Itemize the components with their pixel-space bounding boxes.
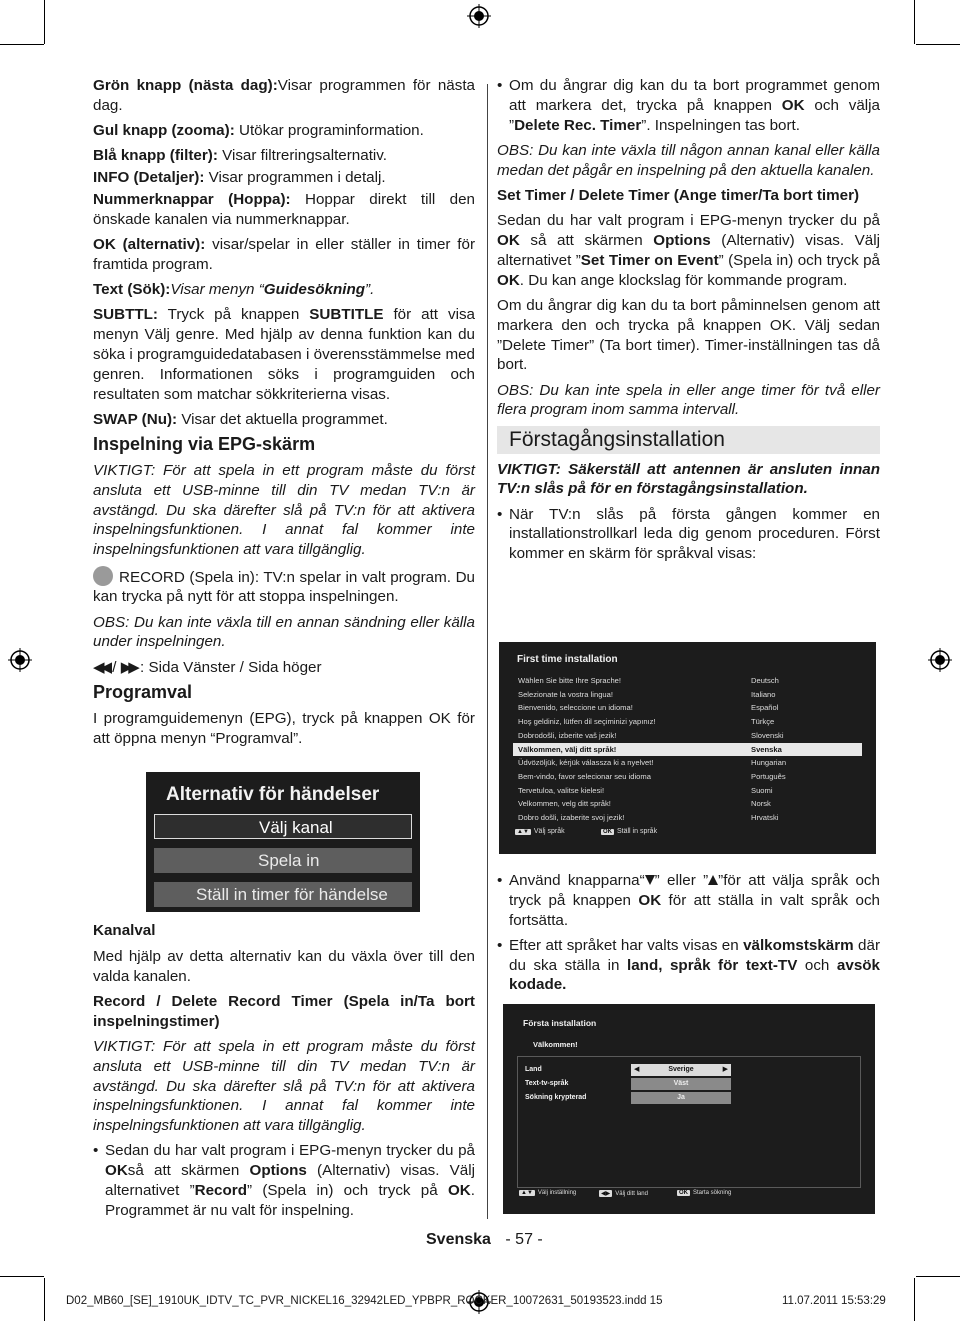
setting-label: Land [525,1066,542,1073]
language-name: Svenska [751,744,782,754]
yellow-key-desc: Utökar programinformation. [234,122,424,140]
footer-language: Svenska [426,1231,491,1248]
crop-mark [0,44,44,45]
text-search-paragraph [93,280,475,300]
language-name: Suomi [751,785,773,795]
up-arrow-icon [708,875,718,885]
recording-important: VIKTIGT: För att spela in ett program måste du först ansluta ett USB-minne till din TV medan TV:n är avstängd. Du ska därefter slå på TV:n för att aktivera inspelningsfunktionen. I annat fal kommer inte inspelningsfunktionen att vara tillgänglig. [93,462,475,559]
info-desc: Visar programmen i detalj. [204,169,386,187]
obs-switch-note: OBS: Du kan inte växla till en annan sändning eller källa under inspelningen. [93,613,475,651]
blue-key-label: Blå knapp (filter): [93,147,218,165]
bullet-text: . Programmet är nu valt för inspelning. [105,1182,475,1219]
language-option[interactable] [513,811,862,825]
green-key-desc: Visar programmen för nästa dag. [93,77,475,114]
welcome-bullet [497,936,880,995]
options-screen [146,772,420,912]
subttl-bold: SUBTITLE [309,306,384,324]
first-install-important: VIKTIGT: Säkerställ att antennen är ansluten innan TV:n slås på för en förstagångsinstallation. [497,460,880,498]
left-column-lower [93,921,475,1226]
bullet-bold: avsök kodade. [509,956,880,994]
arrows-key-icon: ▲▼ [521,1190,533,1196]
options-screen-title: Alternativ för händelser [166,784,380,805]
language-option[interactable] [513,729,862,743]
set-timer-event: Set Timer on Event [580,251,719,269]
welcome-screen [503,1004,875,1214]
menu-item-select-channel[interactable] [154,814,412,839]
first-install-heading: Förstagångsinstallation [497,426,880,454]
rewind-icon: ◀◀ [93,658,109,676]
swap-paragraph [93,410,475,430]
bullet-text: ”. Inspelningen tas bort. [641,116,800,134]
set-timer-ok: OK [497,271,520,289]
language-greeting: Hoş geldiniz, lütfen dil seçiminizi yapınız! [518,717,656,727]
bullet-text: och [797,956,837,974]
menu-item-label: Ställ in timer för händelse [196,885,388,904]
bullet-delete-rec: Delete Rec. Timer [514,116,642,134]
hint-select-country [599,1190,648,1197]
number-keys-desc: Hoppar direkt till den önskade kanalen via nummerknappar. [93,190,475,228]
subttl-paragraph [93,305,475,404]
right-arrow-icon: ▶ [722,1066,728,1073]
bullet-text: (Alternativ) visas. Välj alternativet ” [105,1162,475,1200]
ok-desc: visar/spelar in eller ställer in timer för framtida program. [93,236,476,273]
language-option[interactable] [513,701,862,715]
registration-mark-icon [928,648,952,672]
bullet-text: Sedan du har valt program i EPG-menyn trycker du på [105,1142,475,1160]
language-option[interactable] [513,743,862,757]
number-keys-paragraph [93,190,475,230]
set-timer-text: så att skärmen [519,232,654,250]
bullet-text: ” eller ” [654,872,709,889]
ok-label: OK (alternativ): [93,236,206,254]
teletext-value-box[interactable] [631,1078,731,1090]
bullet-text: ” (Spela in) och tryck på [246,1182,448,1200]
page-nav-paragraph [93,658,475,678]
bullet-bold: välkomstskärm [743,936,854,954]
hint-label: Starta sökning [693,1190,732,1196]
green-key-paragraph [93,76,475,116]
crop-mark [44,1278,45,1321]
select-record-bullet [93,1141,475,1220]
language-name: Hungarian [751,758,787,768]
language-name: Slovenski [751,730,784,740]
obs-timer-note: OBS: Du kan inte spela in eller ange timer för två eller flera program inom samma intervall. [497,381,880,419]
welcome-screen-subtitle: Välkommen! [533,1040,578,1049]
setting-value: Ja [677,1094,685,1101]
hint-select-language [515,828,565,835]
text-search-bold: Guidesökning [263,281,366,299]
hint-label: Välj inställning [537,1190,577,1196]
country-value-box[interactable] [631,1064,731,1076]
language-name: Türkçe [751,717,775,727]
menu-item-label: Spela in [258,851,320,870]
ok-paragraph [93,235,475,275]
crop-mark [44,0,45,44]
bullet-options: Options [249,1162,307,1180]
left-arrow-icon: ◀ [634,1066,640,1073]
language-option[interactable] [513,715,862,729]
language-name: Norsk [751,799,771,809]
yellow-key-paragraph [93,121,475,141]
hint-label: Ställ in språk [617,828,658,835]
language-greeting: Dobro došli, izaberite svoj jezik! [518,813,625,822]
record-desc: RECORD (Spela in): TV:n spelar in valt program. Du kan trycka på nytt för att stoppa inspelningen. [93,568,475,606]
hint-set-language [601,828,657,835]
cancel-record-bullet [497,76,880,135]
ok-key-icon: OK [603,829,612,835]
bullet-ok: OK [638,891,662,909]
first-install-bullet: • När TV:n slås på första gången kommer en installationstrollkarl leda dig genom proceduren. Först kommer en skärm för språkval visas: [497,505,880,564]
crop-mark [916,44,960,45]
menu-item-set-timer[interactable] [154,882,412,907]
menu-item-record[interactable] [154,848,412,873]
setting-label: Text-tv-språk [525,1080,569,1087]
set-timer-paragraph [497,211,880,290]
text-search-end: ”. [365,281,375,299]
blue-key-paragraph [93,146,475,166]
print-date: 11.07.2011 15:53:29 [782,1295,886,1307]
language-name: Hrvatski [751,813,779,822]
right-column [497,76,880,570]
subttl-desc-rest: för att visa menyn Välj genre. Med hjälp av denna funktion kan du söka i programguidedatabasen i överensstämmelse med genren. Informationen söks i programguiden och resultaten som matchar sökkriterierna visas. [93,306,475,403]
record-timer-heading: Record / Delete Record Timer (Spela in/Ta bort inspelningstimer) [93,992,475,1030]
set-timer-text: . Du kan ange klockslag för kommande program. [519,271,848,289]
set-timer-options: Options [653,232,711,250]
language-greeting: Dobrodošli, izberite vaš jezik! [518,730,617,740]
text-search-label: Text (Sök): [93,281,171,299]
recording-heading: Inspelning via EPG-skärm [93,434,316,455]
channel-select-desc: Med hjälp av detta alternativ kan du växla över till den valda kanalen. [93,947,475,985]
scan-value-box[interactable] [631,1092,731,1104]
setting-label: Sökning krypterad [525,1094,587,1101]
page-footer [426,1231,543,1249]
hint-label: Välj ditt land [615,1191,648,1197]
language-option[interactable] [513,770,862,784]
bullet-ok: OK [781,96,805,114]
program-select-heading: Programval [93,682,193,703]
registration-mark-icon [8,648,32,672]
swap-desc: Visar det aktuella programmet. [177,410,388,428]
set-timer-text: ” (Spela in) och tryck på [718,251,880,269]
language-greeting: Bem-vindo, favor selecionar seu idioma [518,771,651,781]
language-greeting: Velkommen, velg ditt språk! [518,799,611,809]
set-timer-heading: Set Timer / Delete Timer (Ange timer/Ta bort timer) [497,186,860,204]
language-option[interactable] [513,797,862,811]
language-screen-title: First time installation [517,654,618,665]
bullet-text: Efter att språket har valts visas en [509,936,744,954]
crop-mark [914,0,915,44]
program-select-desc: I programguidemenyn (EPG), tryck på knappen OK för att öppna menyn “Programval”. [93,709,475,747]
arrows-bullet [497,871,880,930]
welcome-row-teletext[interactable] [525,1078,845,1090]
down-arrow-icon [645,875,655,885]
blue-key-desc: Visar filtreringsalternativ. [217,147,387,165]
language-screen [499,642,876,854]
page-number: - 57 - [505,1231,543,1248]
ok-key-icon: OK [679,1190,688,1196]
set-timer-text: (Alternativ) visas. Välj alternativet ” [497,232,880,269]
bullet-record: Record [194,1182,247,1200]
bullet-bold: land, språk för text-TV [627,956,798,974]
hint-select-setting [519,1190,576,1196]
bullet-ok: OK [447,1182,471,1200]
language-greeting: Selezionate la vostra lingua! [518,689,613,699]
language-option[interactable] [513,688,862,702]
channel-select-heading: Kanalval [93,922,156,939]
language-greeting: Välkommen, välj ditt språk! [518,744,617,754]
obs-channel-note: OBS: Du kan inte växla till någon annan kanal eller källa medan det pågår en inspelning på den aktuella kanalen. [497,141,880,179]
bullet-text: ”för att välja språk och tryck på knappen [509,872,880,909]
column-divider [487,84,488,1219]
language-name: Español [751,703,779,713]
green-key-label: Grön knapp (nästa dag): [93,77,278,94]
language-option[interactable] [513,674,862,688]
page-nav-desc: : Sida Vänster / Sida höger [135,658,322,676]
right-column-lower [497,871,880,1001]
setting-value: Sverige [668,1066,694,1073]
welcome-row-scan[interactable] [525,1092,845,1104]
subttl-label: SUBTTL: [93,306,158,324]
number-keys-label: Nummerknappar (Hoppa): [93,190,291,208]
menu-item-label: Välj kanal [259,818,333,837]
bullet-text: Använd knapparna“ [509,872,645,889]
hint-start-search [677,1190,731,1196]
reminder-cancel-desc: Om du ångrar dig kan du ta bort påminnelsen genom att markera den och trycka på knappen OK. Välj sedan ”Delete Timer” (Ta bort timer). Timer-inställningen tas då bort. [497,296,880,374]
bullet-text: där du ska ställa in [509,936,880,974]
set-timer-ok: OK [497,232,520,250]
hint-label: Välj språk [533,828,565,835]
page-nav-sep: / [108,658,121,676]
crop-mark [0,1276,44,1277]
record-button-icon [93,566,113,586]
bullet-text: och välja ” [509,96,880,134]
language-name: Português [751,771,786,781]
left-column [93,76,475,754]
arrows-key-icon: ▲▼ [517,829,529,835]
left-right-key-icon: ◀▶ [601,1191,611,1197]
registration-mark-icon [467,4,491,28]
language-option[interactable] [513,756,862,770]
swap-label: SWAP (Nu): [93,410,178,428]
language-greeting: Tervetuloa, valitse kielesi! [518,785,605,795]
record-paragraph [93,566,475,608]
crop-mark [914,1278,915,1321]
welcome-screen-title: Första installation [523,1018,597,1028]
bullet-text: Om du ångrar dig kan du ta bort programmet genom att markera det, trycka på knappen [509,77,880,114]
set-timer-text: Sedan du har valt program i EPG-menyn trycker du på [497,212,880,230]
fast-forward-icon: ▶▶ [120,658,136,676]
language-name: Deutsch [751,676,779,685]
bullet-text: för att ställa in valt språk och fortsätta. [509,891,881,929]
yellow-key-label: Gul knapp (zooma): [93,122,235,140]
text-search-desc: Visar menyn “ [170,281,264,299]
language-name: Italiano [751,689,776,699]
language-greeting: Bienvenido, seleccione un idioma! [518,703,633,713]
welcome-row-country[interactable] [525,1064,845,1076]
language-greeting: Üdvözöljük, kérjük válassza ki a nyelvet! [518,758,654,768]
language-option[interactable] [513,784,862,798]
bullet-text: så att skärmen [127,1162,250,1180]
print-file-name: D02_MB60_[SE]_1910UK_IDTV_TC_PVR_NICKEL16_32942LED_YPBPR_ROCKER_10072631_50193523.indd 15 [66,1295,663,1307]
language-greeting: Wählen Sie bitte Ihre Sprache! [518,676,621,685]
info-paragraph [93,168,475,188]
crop-mark [916,1276,960,1277]
info-label: INFO (Detaljer): [93,169,205,187]
record-timer-important: VIKTIGT: För att spela in ett program måste du först ansluta ett USB-minne till din TV medan TV:n är avstängd. Du ska därefter slå på TV:n för att aktivera inspelningsfunktionen. I annat fal kommer inte inspelningsfunktionen att vara tillgänglig. [93,1037,475,1135]
subttl-desc: Tryck på knappen [157,306,310,324]
setting-value: Väst [673,1080,689,1087]
bullet-ok: OK [105,1162,128,1180]
